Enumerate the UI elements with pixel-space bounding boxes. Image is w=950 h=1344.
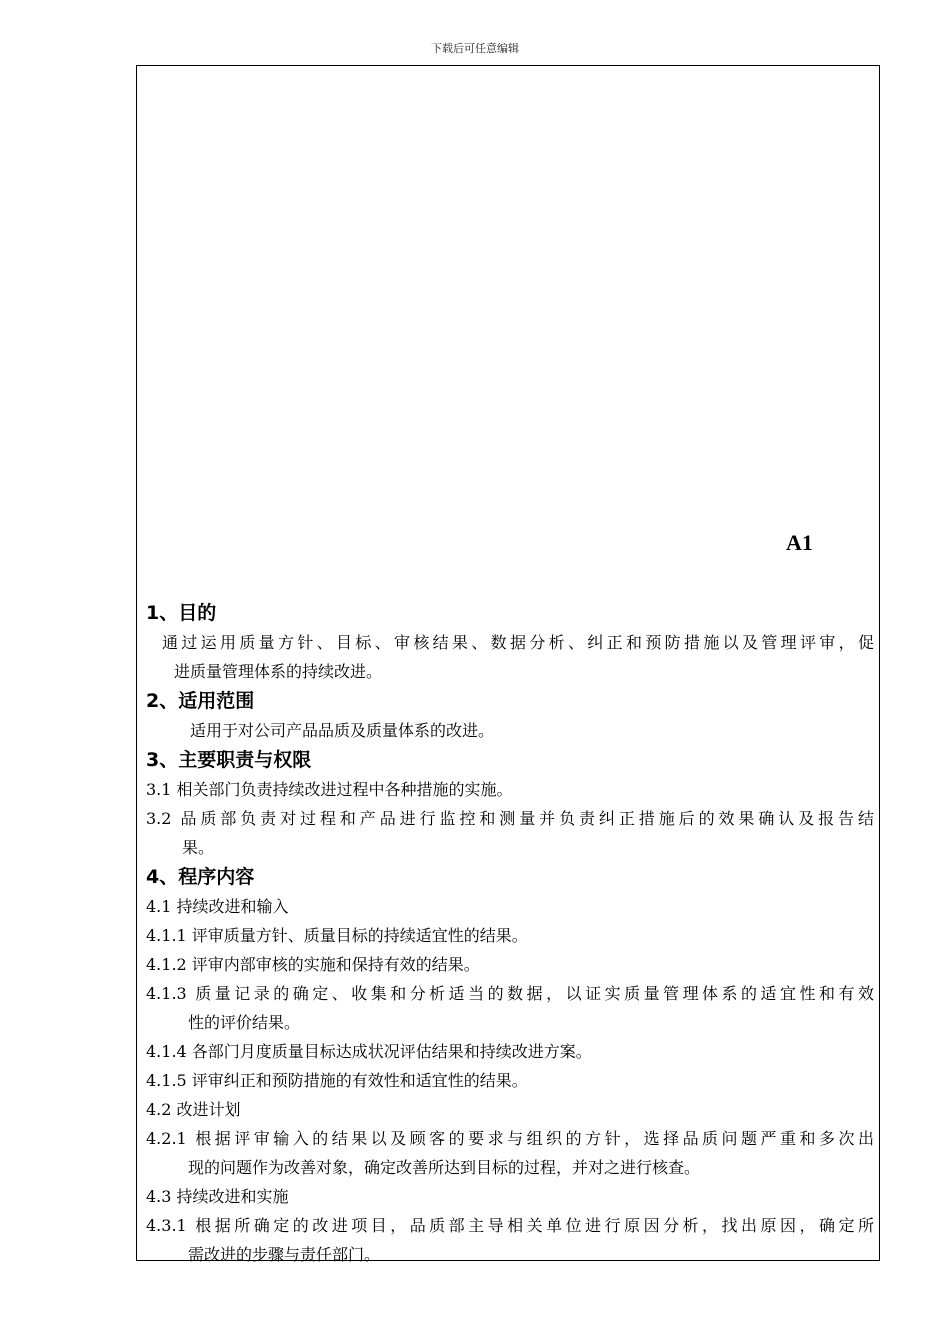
item-3-1: 3.1 相关部门负责持续改进过程中各种措施的实施。 [146,780,513,799]
purpose-text-line2: 进质量管理体系的持续改进。 [174,662,383,681]
section-heading-scope: 2、适用范围 [146,690,255,712]
item-4-2-1-line1: 4.2.1 根据评审输入的结果以及顾客的要求与组织的方针，选择品质问题严重和多次出 [146,1129,874,1148]
item-4-1-3-line2: 性的评价结果。 [188,1013,301,1032]
header-note: 下载后可任意编辑 [431,42,519,55]
section-heading-responsibilities: 3、主要职责与权限 [146,749,312,771]
scope-text: 适用于对公司产品品质及质量体系的改进。 [190,721,495,740]
item-4-1-2: 4.1.2 评审内部审核的实施和保持有效的结果。 [146,955,480,974]
item-4-2-1-line2: 现的问题作为改善对象，确定改善所达到目标的过程，并对之进行核查。 [188,1158,701,1177]
document-body [146,598,874,1269]
item-4-3-1-line2: 需改进的步骤与责任部门。 [188,1245,381,1264]
item-4-1-5: 4.1.5 评审纠正和预防措施的有效性和适宜性的结果。 [146,1071,528,1090]
item-4-1-3-line1: 4.1.3 质量记录的确定、收集和分析适当的数据，以证实质量管理体系的适宜性和有效 [146,984,874,1003]
purpose-text-line1: 通过运用质量方针、目标、审核结果、数据分析、纠正和预防措施以及管理评审，促 [162,633,874,652]
section-heading-purpose: 1、目的 [146,602,217,624]
item-3-2-line2: 果。 [182,838,215,857]
item-3-2-line1: 3.2 品质部负责对过程和产品进行监控和测量并负责纠正措施后的效果确认及报告结 [146,809,874,828]
item-4-3-1-line1: 4.3.1 根据所确定的改进项目，品质部主导相关单位进行原因分析，找出原因，确定所 [146,1216,874,1235]
item-4-3: 4.3 持续改进和实施 [146,1187,289,1206]
version-label: A1 [786,530,813,555]
item-4-1-4: 4.1.4 各部门月度质量目标达成状况评估结果和持续改进方案。 [146,1042,592,1061]
section-heading-procedure: 4、程序内容 [146,866,255,888]
item-4-1-1: 4.1.1 评审质量方针、质量目标的持续适宜性的结果。 [146,926,528,945]
item-4-1: 4.1 持续改进和输入 [146,897,289,916]
item-4-2: 4.2 改进计划 [146,1100,241,1119]
